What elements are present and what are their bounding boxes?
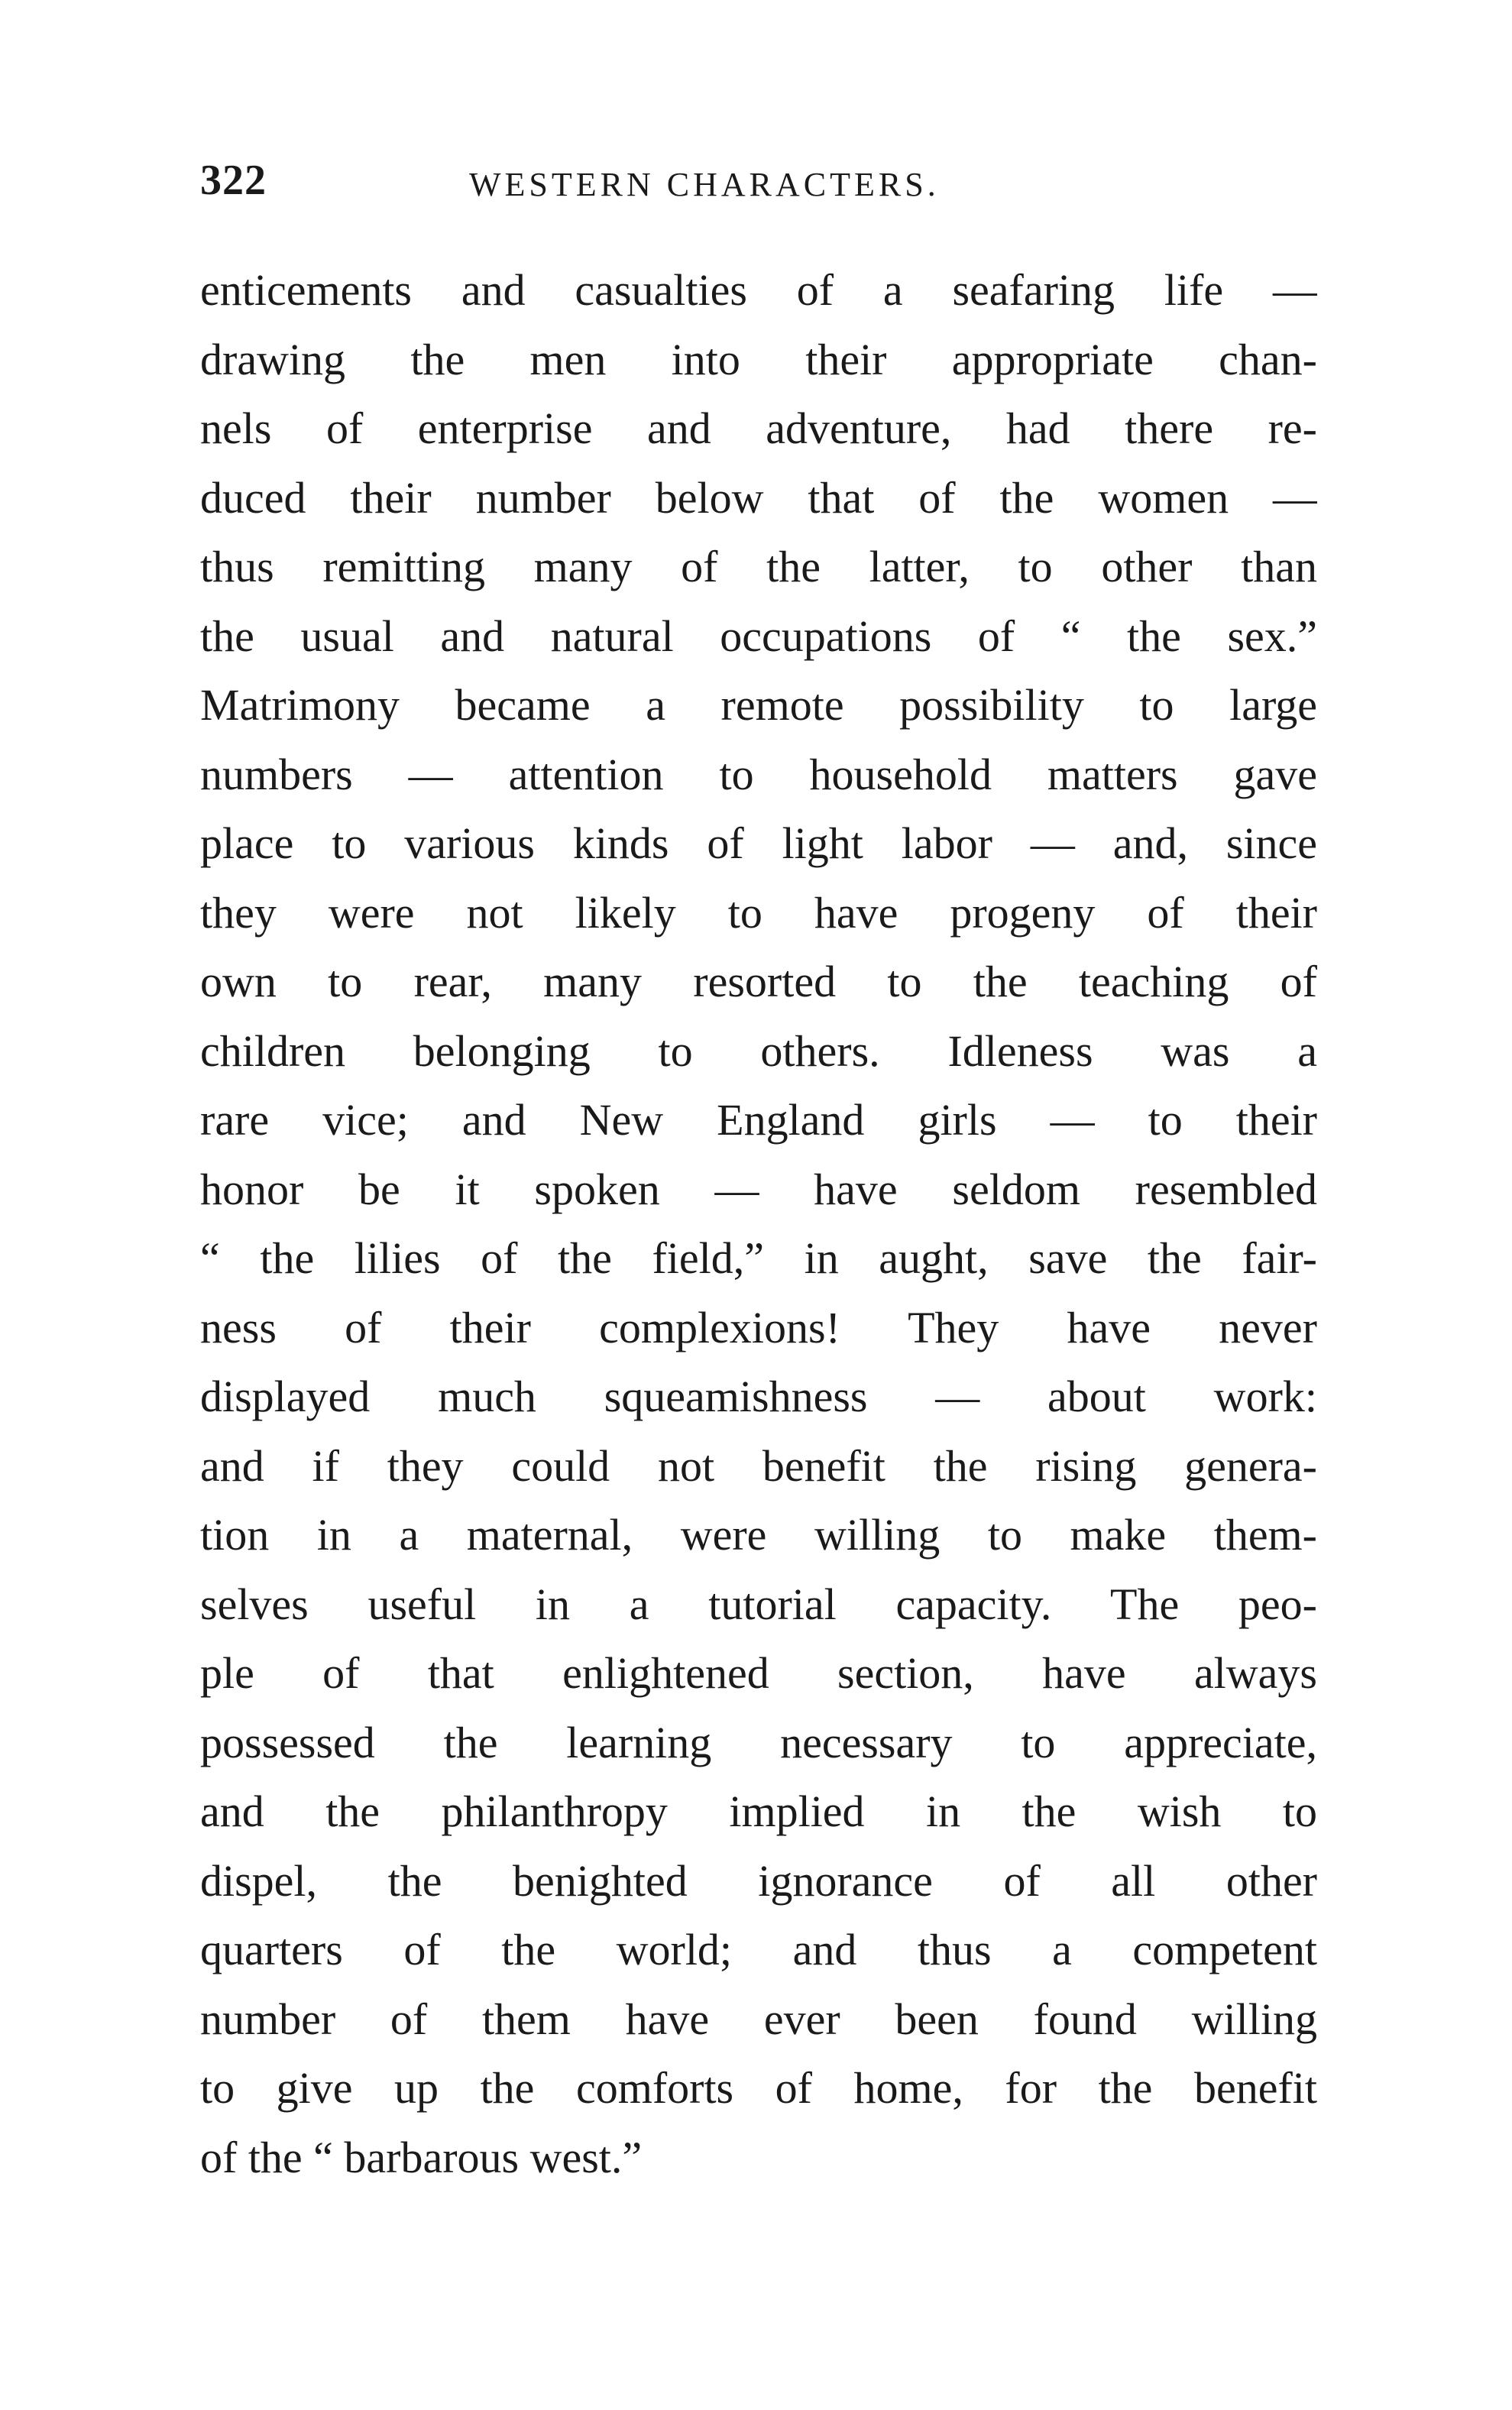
text-line: number of them have ever been found willing: [200, 1994, 1317, 2044]
text-line: Matrimony became a remote possibility to large: [200, 680, 1317, 730]
page-header: [200, 150, 1317, 211]
text-line: to give up the comforts of home, for the benefit: [200, 2063, 1317, 2113]
text-line: possessed the learning necessary to appreciate,: [200, 1717, 1317, 1767]
text-line: they were not likely to have progeny of their: [200, 887, 1317, 938]
page-number: 322: [200, 157, 267, 204]
text-line: numbers — attention to household matters gave: [200, 749, 1317, 799]
body-text: [200, 256, 1317, 2192]
text-line: dispel, the benighted ignorance of all other: [200, 1855, 1317, 1906]
text-line: honor be it spoken — have seldom resembled: [200, 1164, 1317, 1214]
text-line: the usual and natural occupations of “ the sex.”: [200, 611, 1317, 661]
text-line: nels of enterprise and adventure, had there re-: [200, 403, 1317, 453]
text-line: thus remitting many of the latter, to other than: [200, 542, 1317, 591]
text-line: ness of their complexions! They have never: [200, 1302, 1317, 1352]
text-line: selves useful in a tutorial capacity. The peo-: [200, 1579, 1317, 1629]
text-line: tion in a maternal, were willing to make them-: [200, 1510, 1317, 1560]
text-line: duced their number below that of the women —: [200, 472, 1317, 523]
text-line: of the “ barbarous west.”: [200, 2132, 643, 2182]
text-line: enticements and casualties of a seafaring life —: [200, 265, 1317, 315]
text-line: own to rear, many resorted to the teaching of: [200, 957, 1317, 1006]
running-head: WESTERN CHARACTERS.: [469, 166, 940, 203]
text-line: displayed much squeamishness — about work:: [200, 1372, 1317, 1421]
text-line: ple of that enlightened section, have always: [200, 1648, 1317, 1698]
text-line: drawing the men into their appropriate chan-: [200, 334, 1317, 384]
text-line: rare vice; and New England girls — to their: [200, 1095, 1317, 1145]
text-line: and the philanthropy implied in the wish to: [200, 1786, 1317, 1836]
text-line: and if they could not benefit the rising genera-: [200, 1440, 1317, 1491]
text-line: place to various kinds of light labor — and, since: [200, 818, 1317, 868]
text-line: “ the lilies of the field,” in aught, save the fair-: [200, 1233, 1317, 1283]
text-line: quarters of the world; and thus a competent: [200, 1925, 1317, 1974]
text-line: children belonging to others. Idleness was a: [200, 1025, 1317, 1076]
